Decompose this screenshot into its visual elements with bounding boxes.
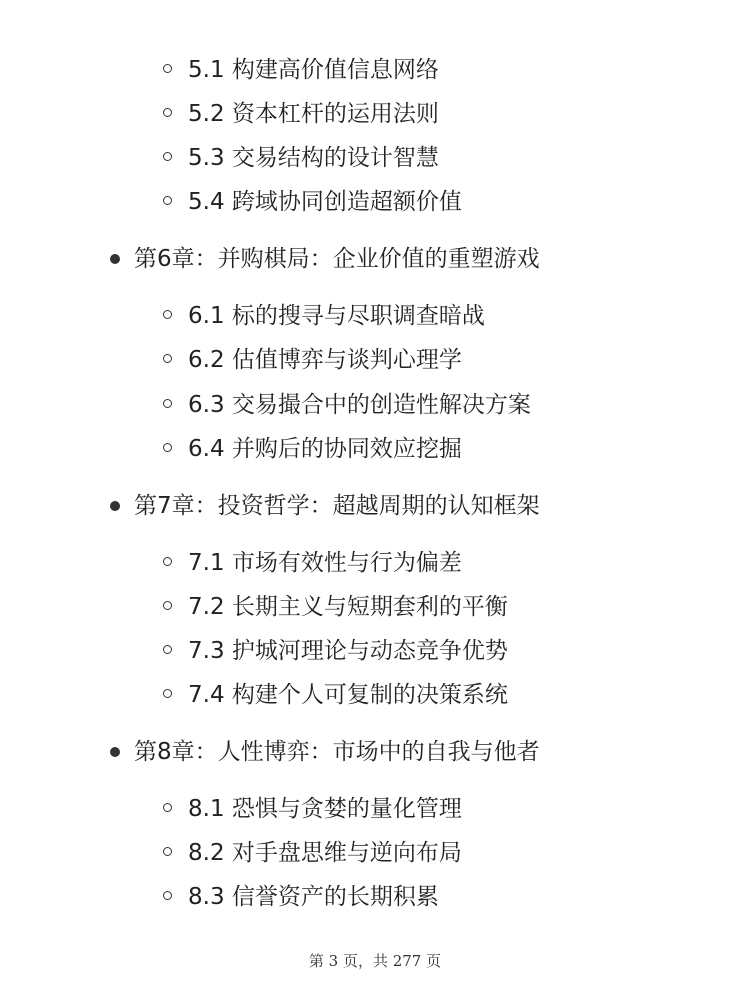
hollow-bullet-icon <box>163 847 172 856</box>
toc-item-label: 8.3 信誉资产的长期积累 <box>188 884 439 910</box>
toc-item-label: 5.3 交易结构的设计智慧 <box>188 145 439 171</box>
toc-chapter-7[interactable] <box>134 484 540 528</box>
toc-item-5-2[interactable] <box>188 92 439 136</box>
chapter-title: 第8章：人性博弈：市场中的自我与他者 <box>134 739 540 765</box>
hollow-bullet-icon <box>163 399 172 408</box>
page-number-footer: 第 3 页，共 277 页 <box>308 952 442 970</box>
toc-item-label: 8.1 恐惧与贪婪的量化管理 <box>188 796 462 822</box>
toc-item-7-4[interactable] <box>188 673 508 717</box>
toc-item-label: 6.3 交易撮合中的创造性解决方案 <box>188 392 531 418</box>
toc-item-5-3[interactable] <box>188 136 439 180</box>
toc-item-label: 8.2 对手盘思维与逆向布局 <box>188 840 462 866</box>
filled-bullet-icon <box>110 747 120 757</box>
hollow-bullet-icon <box>163 108 172 117</box>
toc-item-7-1[interactable] <box>188 541 462 585</box>
toc-item-label: 7.1 市场有效性与行为偏差 <box>188 550 462 576</box>
hollow-bullet-icon <box>163 689 172 698</box>
toc-chapter-6[interactable] <box>134 237 540 281</box>
hollow-bullet-icon <box>163 64 172 73</box>
toc-item-label: 5.2 资本杠杆的运用法则 <box>188 101 439 127</box>
hollow-bullet-icon <box>163 601 172 610</box>
hollow-bullet-icon <box>163 354 172 363</box>
hollow-bullet-icon <box>163 196 172 205</box>
toc-item-5-1[interactable] <box>188 48 439 92</box>
toc-item-6-3[interactable] <box>188 383 531 427</box>
toc-item-8-3[interactable] <box>188 875 439 919</box>
toc-item-label: 6.4 并购后的协同效应挖掘 <box>188 436 462 462</box>
hollow-bullet-icon <box>163 152 172 161</box>
hollow-bullet-icon <box>163 443 172 452</box>
toc-item-8-2[interactable] <box>188 831 462 875</box>
toc-item-6-1[interactable] <box>188 294 485 338</box>
hollow-bullet-icon <box>163 310 172 319</box>
toc-item-label: 7.4 构建个人可复制的决策系统 <box>188 682 508 708</box>
hollow-bullet-icon <box>163 891 172 900</box>
toc-item-6-2[interactable] <box>188 338 462 382</box>
chapter-title: 第6章：并购棋局：企业价值的重塑游戏 <box>134 246 540 272</box>
toc-item-label: 6.2 估值博弈与谈判心理学 <box>188 347 462 373</box>
toc-chapter-8[interactable] <box>134 730 540 774</box>
hollow-bullet-icon <box>163 645 172 654</box>
toc-item-label: 6.1 标的搜寻与尽职调查暗战 <box>188 303 485 329</box>
hollow-bullet-icon <box>163 803 172 812</box>
hollow-bullet-icon <box>163 557 172 566</box>
toc-item-7-3[interactable] <box>188 629 508 673</box>
toc-item-label: 7.2 长期主义与短期套利的平衡 <box>188 594 508 620</box>
filled-bullet-icon <box>110 501 120 511</box>
toc-item-6-4[interactable] <box>188 427 462 471</box>
toc-item-label: 7.3 护城河理论与动态竞争优势 <box>188 638 508 664</box>
toc-item-8-1[interactable] <box>188 787 462 831</box>
toc-item-label: 5.1 构建高价值信息网络 <box>188 57 439 83</box>
toc-item-7-2[interactable] <box>188 585 508 629</box>
filled-bullet-icon <box>110 254 120 264</box>
toc-item-label: 5.4 跨域协同创造超额价值 <box>188 189 462 215</box>
chapter-title: 第7章：投资哲学：超越周期的认知框架 <box>134 493 540 519</box>
toc-item-5-4[interactable] <box>188 180 462 224</box>
